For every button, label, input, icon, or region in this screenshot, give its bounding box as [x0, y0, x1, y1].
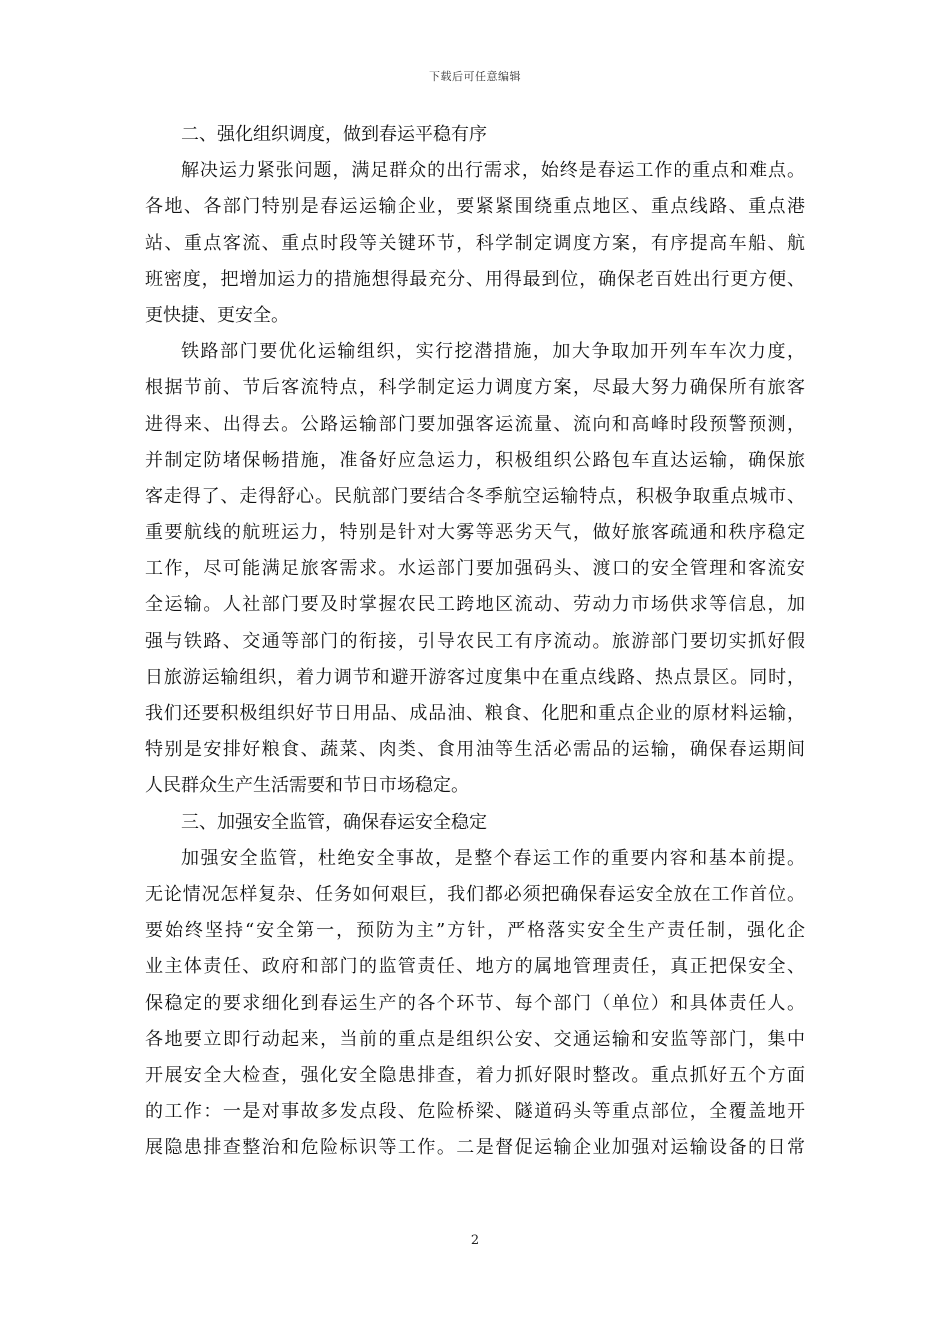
text-line: 全运输。人社部门要及时掌握农民工跨地区流动、劳动力市场供求等信息，加 [145, 594, 805, 616]
text-line: 更快捷、更安全。 [145, 304, 289, 326]
text-line: 人民群众生产生活需要和节日市场稳定。 [145, 775, 469, 797]
text-line: 特别是安排好粮食、蔬菜、肉类、食用油等生活必需品的运输，确保春运期间 [145, 739, 805, 761]
text-line: 三、加强安全监管，确保春运安全稳定 [181, 811, 487, 833]
text-line: 强与铁路、交通等部门的衔接，引导农民工有序流动。旅游部门要切实抓好假 [145, 630, 805, 652]
text-line: 二、强化组织调度，做到春运平稳有序 [181, 124, 487, 145]
text-line: 开展安全大检查，强化安全隐患排查，着力抓好限时整改。重点抓好五个方面 [145, 1064, 805, 1086]
text-line: 保稳定的要求细化到春运生产的各个环节、每个部门（单位）和具体责任人。 [145, 992, 805, 1014]
page-header: 下载后可任意编辑 [429, 70, 521, 83]
text-line: 并制定防堵保畅措施，准备好应急运力，积极组织公路包车直达运输，确保旅 [145, 449, 805, 471]
text-line: 客走得了、走得舒心。民航部门要结合冬季航空运输特点，积极争取重点城市、 [145, 485, 805, 507]
text-line: 进得来、出得去。公路运输部门要加强客运流量、流向和高峰时段预警预测， [145, 413, 805, 435]
text-line: 各地要立即行动起来，当前的重点是组织公安、交通运输和安监等部门，集中 [145, 1028, 805, 1050]
text-line: 班密度，把增加运力的措施想得最充分、用得最到位，确保老百姓出行更方便、 [145, 268, 805, 290]
text-line: 无论情况怎样复杂、任务如何艰巨，我们都必须把确保春运安全放在工作首位。 [145, 883, 805, 905]
text-line: 根据节前、节后客流特点，科学制定运力调度方案，尽最大努力确保所有旅客 [145, 377, 805, 399]
text-line: 业主体责任、政府和部门的监管责任、地方的属地管理责任，真正把保安全、 [145, 956, 805, 978]
text-line: 工作，尽可能满足旅客需求。水运部门要加强码头、渡口的安全管理和客流安 [145, 558, 805, 580]
text-line: 我们还要积极组织好节日用品、成品油、粮食、化肥和重点企业的原材料运输， [145, 703, 805, 724]
page-number: 2 [470, 1233, 480, 1248]
text-line: 各地、各部门特别是春运运输企业，要紧紧围绕重点地区、重点线路、重点港 [145, 196, 805, 218]
text-line: 解决运力紧张问题，满足群众的出行需求，始终是春运工作的重点和难点。 [181, 160, 805, 182]
text-line: 要始终坚持“安全第一，预防为主”方针，严格落实安全生产责任制，强化企 [145, 920, 805, 942]
text-line: 展隐患排查整治和危险标识等工作。二是督促运输企业加强对运输设备的日常 [145, 1137, 805, 1159]
text-line: 铁路部门要优化运输组织，实行挖潜措施，加大争取加开列车车次力度， [181, 341, 805, 363]
text-line: 重要航线的航班运力，特别是针对大雾等恶劣天气，做好旅客疏通和秩序稳定 [145, 522, 805, 544]
text-line: 加强安全监管，杜绝安全事故，是整个春运工作的重要内容和基本前提。 [181, 847, 805, 869]
text-line: 的工作：一是对事故多发点段、危险桥梁、隧道码头等重点部位，全覆盖地开 [145, 1101, 805, 1123]
document-body [145, 117, 805, 1166]
text-line: 日旅游运输组织，着力调节和避开游客过度集中在重点线路、热点景区。同时， [145, 666, 805, 688]
text-line: 站、重点客流、重点时段等关键环节，科学制定调度方案，有序提高车船、航 [145, 232, 805, 254]
